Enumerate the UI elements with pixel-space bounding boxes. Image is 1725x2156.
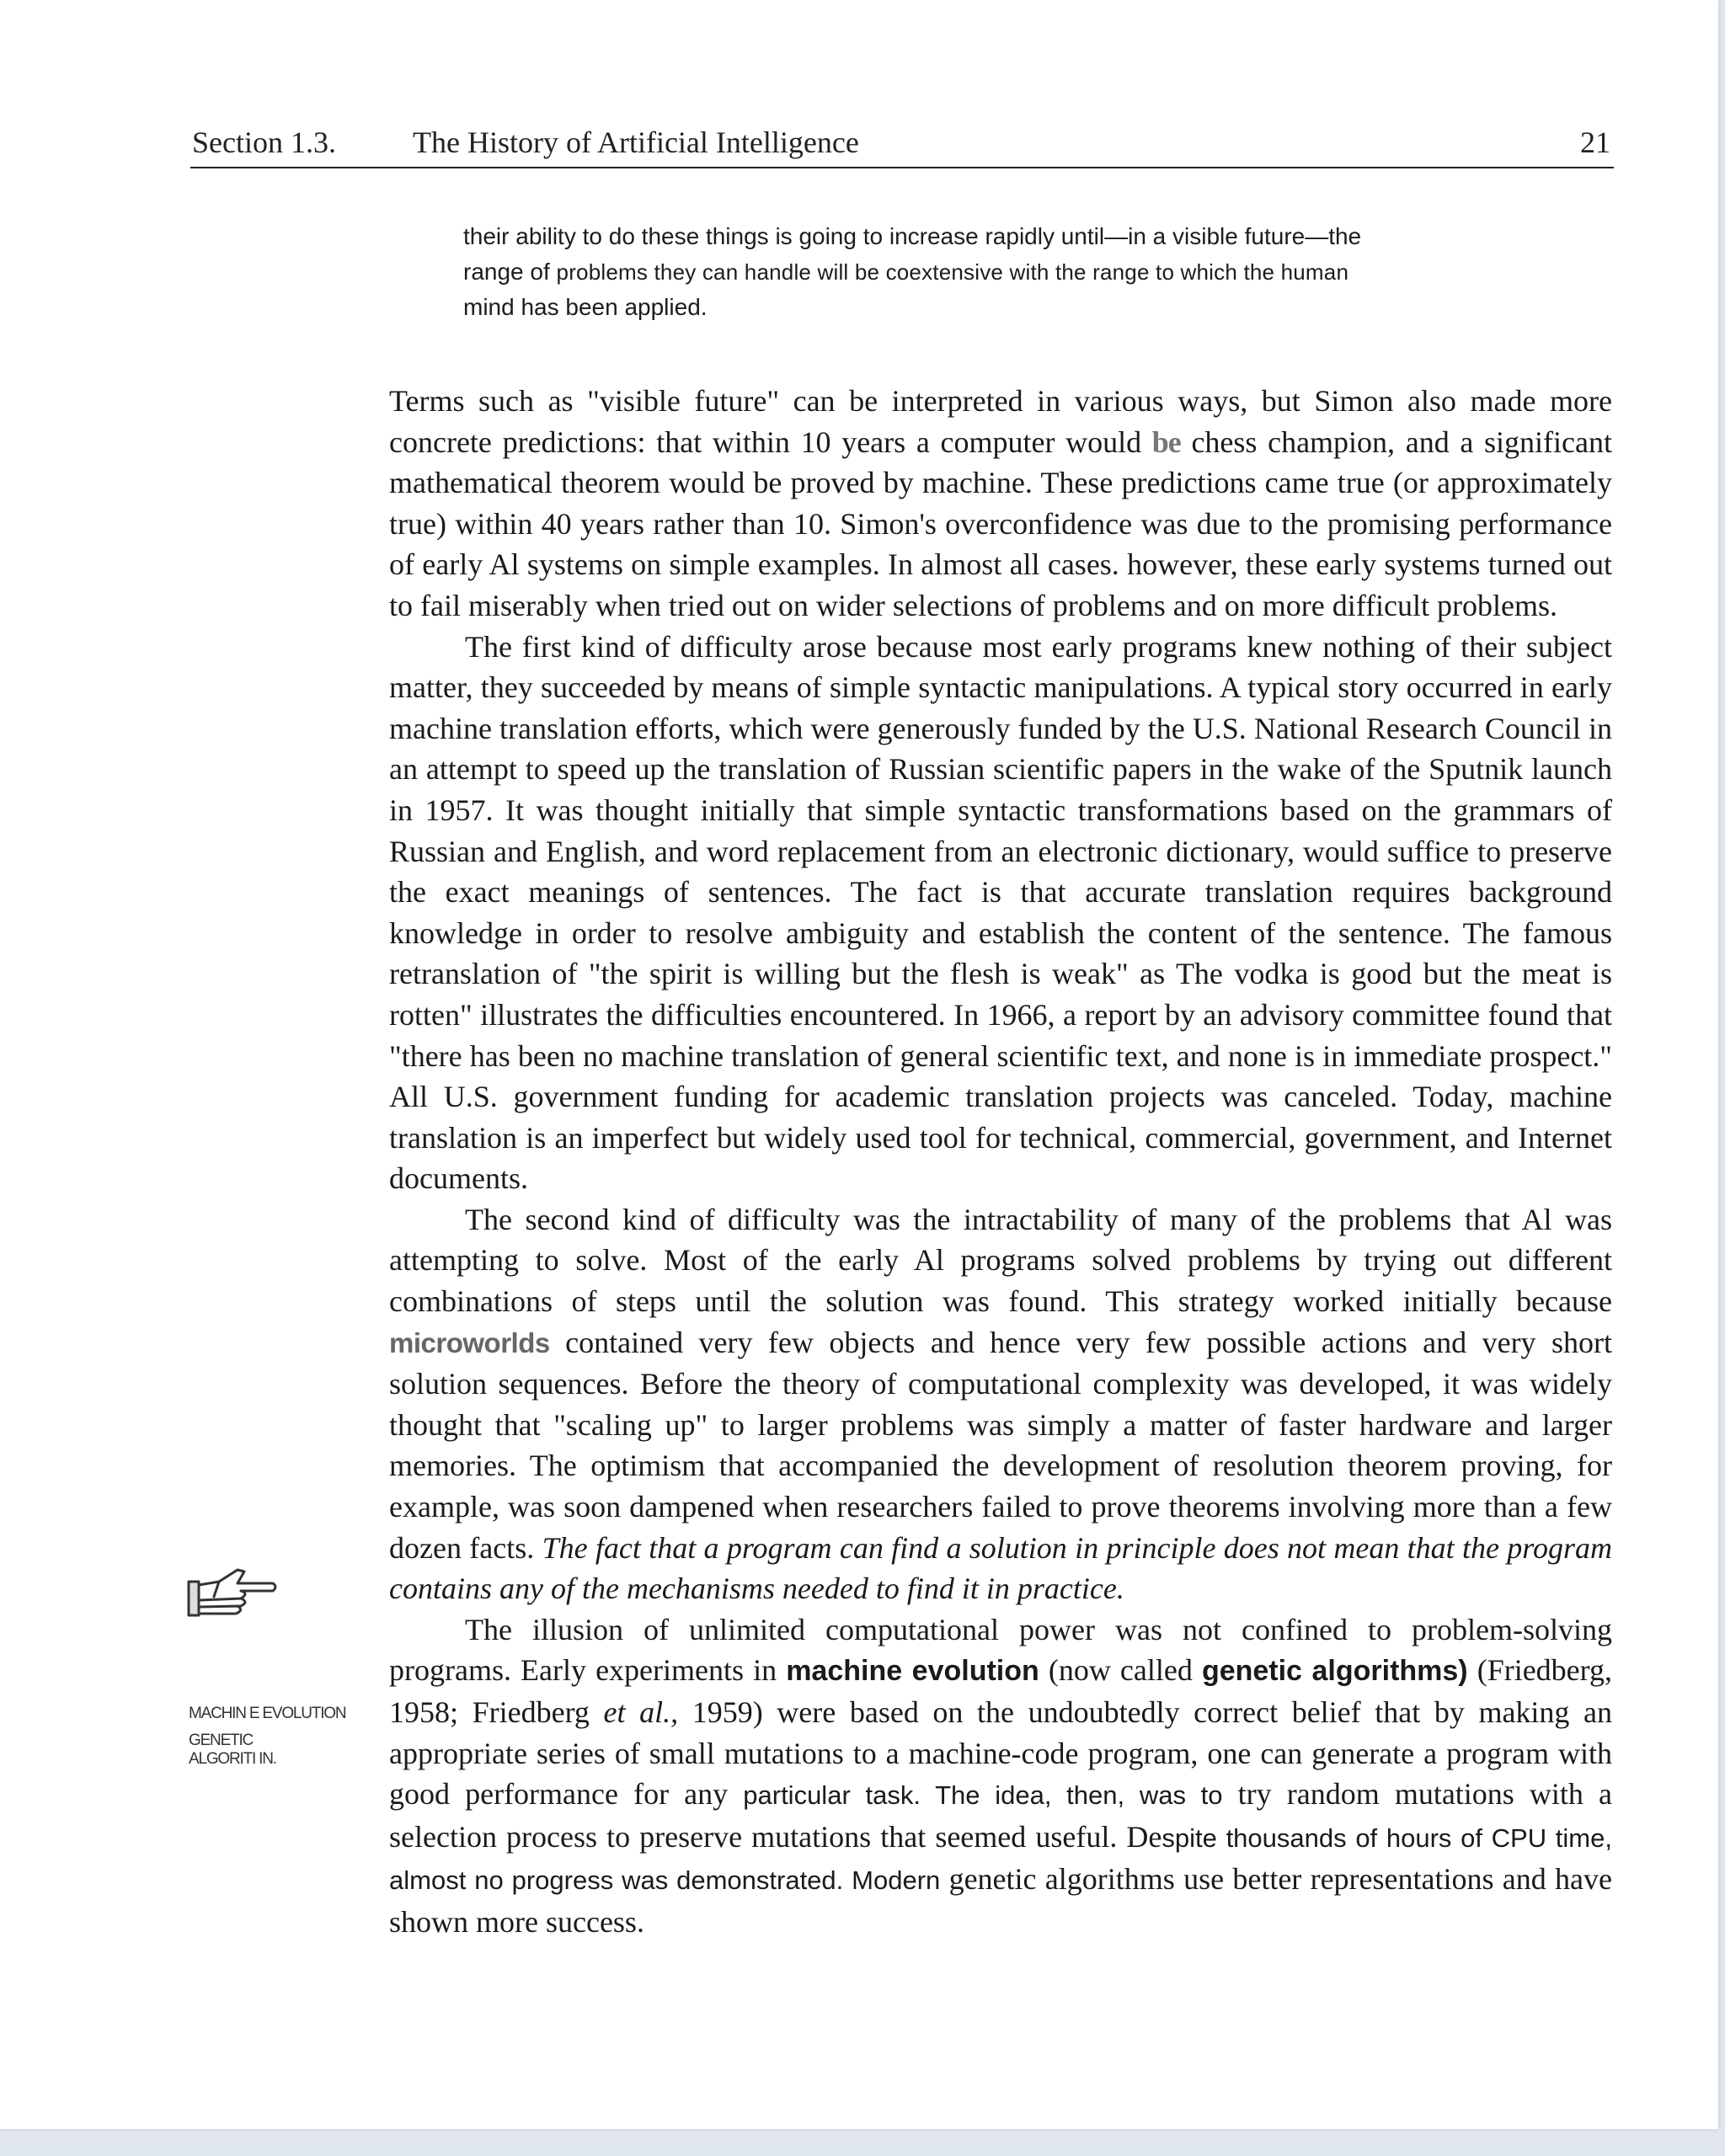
text-run: The second kind of difficulty was the intractability of many of the problems that Al was attempting to solve. Most of the early Al programs solved problems by trying out different combinations of steps until the solution was found. This strategy worked initially because <box>389 1202 1612 1319</box>
margin-note-machine-evolution: MACHIN E EVOLUTION <box>189 1705 346 1722</box>
margin-note-algorithm: ALGORITI IN. <box>189 1750 276 1768</box>
text-run: contained very few objects and hence very few possible actions and very short solution sequences. Before the theory of computational complexity was developed, it was widely thought that "scaling up" to larger problems was simply a matter of faster hardware and larger memories. The optimism that accompanied the development of resolution theorem proving, for example, was soon dampened when researchers failed to prove theorems involving more than a few dozen facts. <box>389 1325 1612 1565</box>
text-run: try random mutations with a selection process to preserve mutations that seemed useful. De <box>389 1777 1613 1854</box>
chapter-title: The History of Artificial Intelligence <box>413 125 859 159</box>
key-point-italic: The fact that a program can find a solution in principle does not mean that the program contains any of the mechanisms needed to find it in practice. <box>389 1530 1612 1606</box>
text-run: chess champion, and a significant mathematical theorem would be proved by machine. These predictions came true (or approximately true) within 40 years rather than 10. Simon's overconfidence was due to the promising performance of early Al systems on simple examples. In almost all cases. however, these early systems turned out to fail miserably when tried out on wider selections of problems and on more difficult problems. <box>389 424 1612 622</box>
margin-note-genetic: GENETIC <box>189 1732 254 1749</box>
pointing-hand-icon <box>185 1563 280 1634</box>
body-text <box>389 381 1612 1943</box>
smudged-word: be <box>1151 424 1181 459</box>
quote-fragment: problems they can handle will be coextensive with the range to which the human <box>556 259 1349 285</box>
text-run: (Friedberg, 1958; Friedberg <box>389 1653 1612 1729</box>
text-run: genetic algorithms use better representations and have shown more success. <box>389 1862 1612 1939</box>
text-run: Terms such as "visible future" can be interpreted in various ways, but Simon also made more concrete predictions: that within 10 years a computer would <box>389 384 1612 459</box>
paragraph <box>389 381 1612 627</box>
quote-line <box>463 254 1592 290</box>
term-machine-evolution: machine evolution <box>786 1655 1039 1688</box>
term-genetic-algorithms: genetic algorithms) <box>1201 1655 1468 1688</box>
citation-et-al: et al., <box>603 1695 679 1729</box>
paragraph <box>389 1199 1612 1609</box>
quote-line: mind has been applied. <box>463 294 708 320</box>
text-run: The illusion of unlimited computational power was not confined to problem-solving programs. Early experiments in <box>389 1612 1612 1688</box>
text-run-sans: particular task. The idea, then, was to <box>743 1780 1223 1811</box>
text-run-sans: spite thousands of hours of CPU time, almost no progress was demonstrated. Modern <box>389 1822 1612 1896</box>
quote-fragment: range of <box>463 259 557 285</box>
running-head <box>190 125 1614 168</box>
text-run: 1959) were based on the undoubtedly correct belief that by making an appropriate series of small mutations to a machine-code program, one can generate a program with good performance for any <box>389 1695 1613 1812</box>
quote-line: their ability to do these things is going to increase rapidly until—in a visible future—the <box>463 223 1362 249</box>
block-quote <box>463 219 1592 325</box>
term-microworlds: microworlds <box>389 1326 550 1358</box>
margin-notes <box>189 1705 366 1769</box>
paragraph: The first kind of difficulty arose because most early programs knew nothing of their subject matter, they succeeded by means of simple syntactic manipulations. A typical story occurred in early machine translation efforts, which were generously funded by the U.S. National Research Council in an attempt to speed up the translation of Russian scientific papers in the wake of the Sputnik launch in 1957. It was thought initially that simple syntactic transformations based on the grammars of Russian and English, and word replacement from an electronic dictionary, would suffice to preserve the exact meanings of sentences. The fact is that accurate translation requires background knowledge in order to resolve ambiguity and establish the content of the sentence. The famous retranslation of "the spirit is willing but the flesh is weak" as The vodka is good but the meat is rotten" illustrates the difficulties encountered. In 1966, a report by an advisory committee found that "there has been no machine translation of general scientific text, and none is in immediate prospect." All U.S. government funding for academic translation projects was canceled. Today, machine translation is an imperfect but widely used tool for technical, commercial, government, and Internet documents. <box>389 629 1612 1196</box>
text-run: (now called <box>1039 1653 1202 1688</box>
page-number: 21 <box>1580 125 1610 159</box>
section-number: Section 1.3. <box>192 125 336 159</box>
paragraph <box>389 1609 1612 1943</box>
